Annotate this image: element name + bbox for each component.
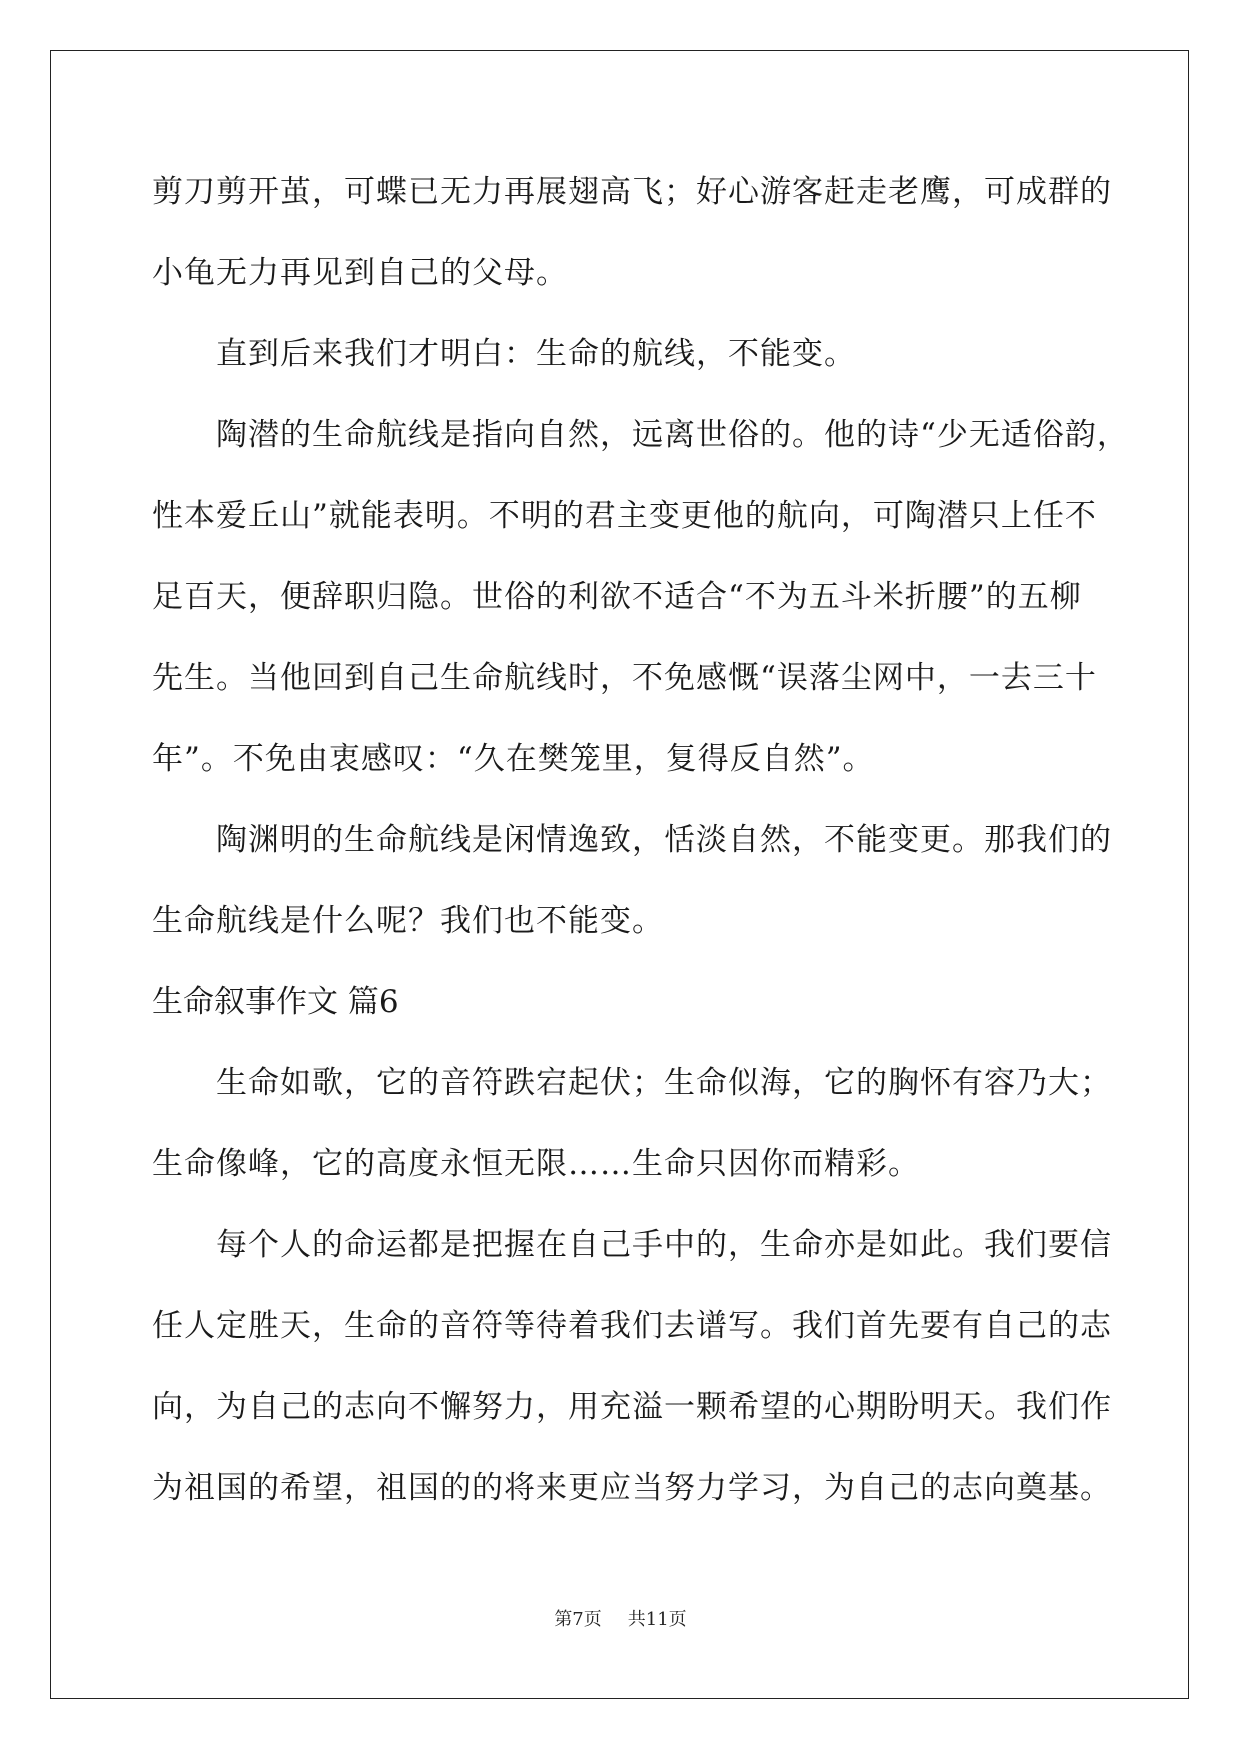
- paragraph-line: 性本爱丘山”就能表明。不明的君主变更他的航向，可陶潜只上任不: [152, 498, 1097, 534]
- paragraph-line: 每个人的命运都是把握在自己手中的，生命亦是如此。我们要信: [216, 1227, 1112, 1263]
- paragraph-line: 为祖国的希望，祖国的的将来更应当努力学习，为自己的志向奠基。: [152, 1470, 1112, 1506]
- paragraph-line: 小龟无力再见到自己的父母。: [152, 255, 568, 291]
- page-footer: [0, 1609, 1241, 1631]
- paragraph-line: 足百天，便辞职归隐。世俗的利欲不适合“不为五斗米折腰”的五柳: [152, 579, 1082, 615]
- paragraph-line: 生命像峰，它的高度永恒无限……生命只因你而精彩。: [152, 1146, 920, 1182]
- paragraph-line: 陶渊明的生命航线是闲情逸致，恬淡自然，不能变更。那我们的: [216, 822, 1112, 858]
- paragraph-line: 生命航线是什么呢？我们也不能变。: [152, 903, 664, 939]
- document-body: [152, 152, 1129, 1529]
- paragraph-line: 向，为自己的志向不懈努力，用充溢一颗希望的心期盼明天。我们作: [152, 1389, 1112, 1425]
- paragraph-line: 直到后来我们才明白：生命的航线，不能变。: [216, 336, 856, 372]
- paragraph-line: 年”。不免由衷感叹：“久在樊笼里，复得反自然”。: [152, 741, 875, 777]
- page-total: 共11页: [627, 1609, 687, 1630]
- paragraph-line: 生命如歌，它的音符跌宕起伏；生命似海，它的胸怀有容乃大；: [216, 1065, 1112, 1101]
- paragraph-line: 陶潜的生命航线是指向自然，远离世俗的。他的诗“少无适俗韵，: [216, 417, 1129, 453]
- section-heading: 生命叙事作文 篇6: [152, 984, 399, 1020]
- paragraph-line: 剪刀剪开茧，可蝶已无力再展翅高飞；好心游客赶走老鹰，可成群的: [152, 174, 1112, 210]
- paragraph-line: 先生。当他回到自己生命航线时，不免感慨“误落尘网中，一去三十: [152, 660, 1097, 696]
- paragraph-line: 任人定胜天，生命的音符等待着我们去谱写。我们首先要有自己的志: [152, 1308, 1112, 1344]
- page-number: 第7页: [554, 1609, 602, 1630]
